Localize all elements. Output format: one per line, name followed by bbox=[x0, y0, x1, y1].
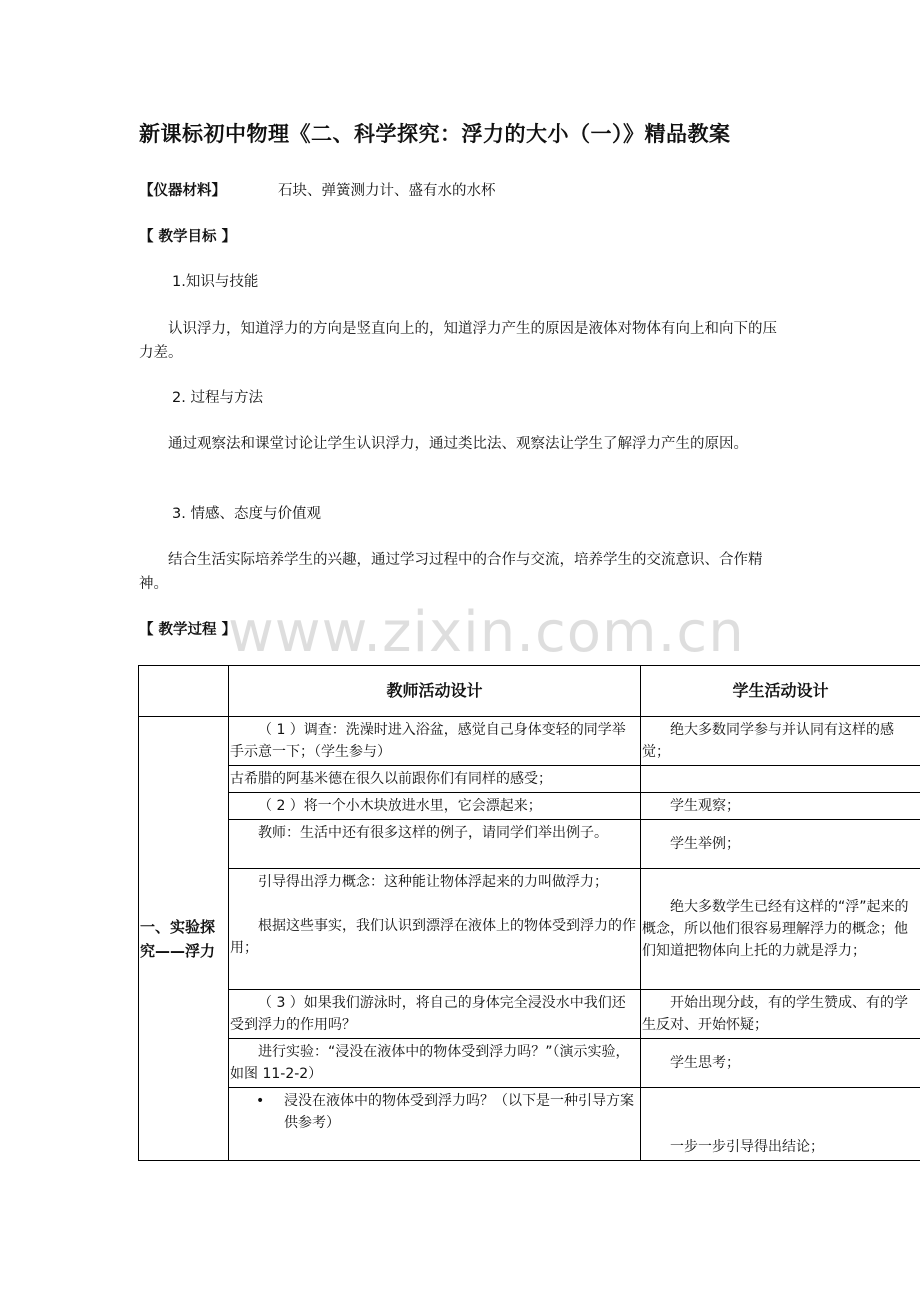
materials-value: 石块、弹簧测力计、盛有水的水杯 bbox=[278, 183, 496, 199]
table-header-teacher: 教师活动设计 bbox=[229, 666, 641, 717]
teaching-process-table bbox=[138, 665, 920, 1161]
teacher-cell: 古希腊的阿基米德在很久以前跟你们有同样的感受； bbox=[229, 766, 641, 793]
objective-1-text: 认识浮力，知道浮力的方向是竖直向上的，知道浮力产生的原因是液体对物体有向上和向下的压力差。 bbox=[139, 321, 777, 361]
table-header-row bbox=[139, 666, 920, 717]
teacher-cell bbox=[229, 869, 641, 990]
table-header-student: 学生活动设计 bbox=[641, 666, 920, 717]
process-label: 【 教学过程 】 bbox=[139, 622, 237, 638]
student-cell: 绝大多数同学参与并认同有这样的感觉； bbox=[641, 717, 920, 766]
materials-label: 【仪器材料】 bbox=[139, 183, 226, 199]
table-row bbox=[139, 990, 920, 1039]
teacher-cell: 进行实验：“浸没在液体中的物体受到浮力吗？”（演示实验，如图 11-2-2） bbox=[229, 1039, 641, 1088]
student-cell: 学生思考； bbox=[641, 1039, 920, 1088]
objective-1-heading: 1.知识与技能 bbox=[172, 274, 259, 290]
bullet-icon: • bbox=[256, 1093, 265, 1109]
objective-3-text: 结合生活实际培养学生的兴趣，通过学习过程中的合作与交流，培养学生的交流意识、合作精神。 bbox=[139, 552, 763, 592]
teacher-cell: （ 1 ）调查：洗澡时进入浴盆，感觉自己身体变轻的同学举手示意一下；（学生参与） bbox=[229, 717, 641, 766]
student-cell: 绝大多数学生已经有这样的“浮”起来的概念，所以他们很容易理解浮力的概念；他们知道把物体向上托的力就是浮力； bbox=[641, 869, 920, 990]
table-header-blank bbox=[139, 666, 229, 717]
watermark: www.zixin.com.cn bbox=[228, 600, 745, 665]
student-cell: 一步一步引导得出结论； bbox=[641, 1088, 920, 1161]
teacher-cell: （ 2 ）将一个小木块放进水里，它会漂起来； bbox=[229, 793, 641, 820]
document-title: 新课标初中物理《二、科学探究：浮力的大小（一）》精品教案 bbox=[139, 122, 731, 146]
teacher-bullet-text: 浸没在液体中的物体受到浮力吗？（以下是一种引导方案供参考） bbox=[284, 1093, 634, 1131]
student-cell: 开始出现分歧，有的学生赞成、有的学生反对、开始怀疑； bbox=[641, 990, 920, 1039]
table-row bbox=[139, 820, 920, 869]
student-cell bbox=[641, 766, 920, 793]
table-row bbox=[139, 869, 920, 990]
table-row bbox=[139, 766, 920, 793]
student-cell: 学生观察； bbox=[641, 793, 920, 820]
objective-3-heading: 3. 情感、态度与价值观 bbox=[172, 506, 321, 522]
table-row bbox=[139, 1039, 920, 1088]
table-row bbox=[139, 1088, 920, 1161]
section-label: 一、实验探究——浮力 bbox=[139, 717, 229, 1161]
objective-2-heading: 2. 过程与方法 bbox=[172, 390, 263, 406]
objectives-label: 【 教学目标 】 bbox=[139, 229, 237, 245]
objective-2-text: 通过观察法和课堂讨论让学生认识浮力，通过类比法、观察法让学生了解浮力产生的原因。 bbox=[168, 436, 748, 452]
teacher-cell: （ 3 ）如果我们游泳时，将自己的身体完全浸没水中我们还受到浮力的作用吗？ bbox=[229, 990, 641, 1039]
teacher-cell: 教师：生活中还有很多这样的例子，请同学们举出例子。 bbox=[229, 820, 641, 869]
table-row bbox=[139, 717, 920, 766]
teacher-paragraph: 引导得出浮力概念：这种能让物体浮起来的力叫做浮力； bbox=[258, 874, 608, 890]
teacher-cell bbox=[229, 1088, 641, 1161]
student-cell: 学生举例； bbox=[641, 820, 920, 869]
table-row bbox=[139, 793, 920, 820]
teacher-paragraph: 根据这些事实，我们认识到漂浮在液体上的物体受到浮力的作用； bbox=[230, 918, 636, 956]
